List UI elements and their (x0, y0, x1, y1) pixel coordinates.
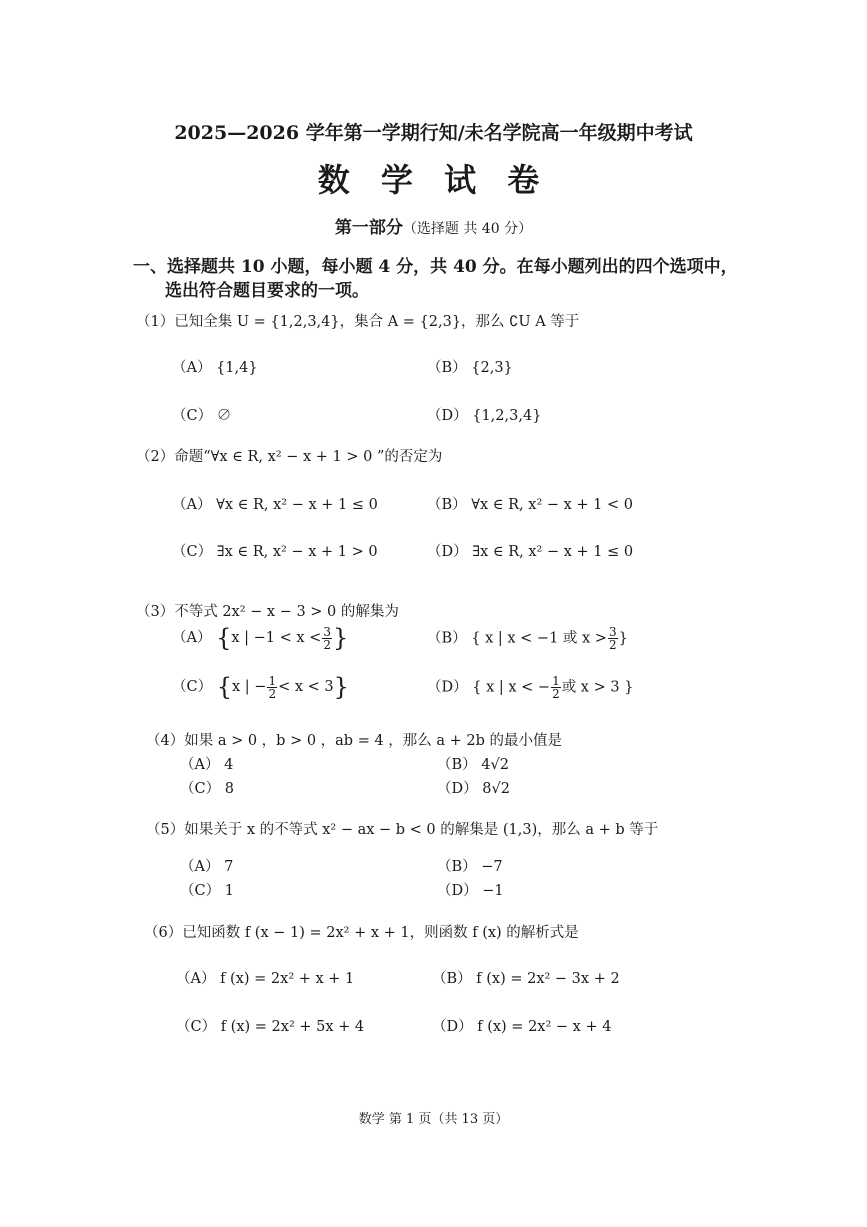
q3-option-a-fraction (322, 626, 332, 651)
q6-option-c: （C） f (x) = 2x² + 5x + 4 (176, 1019, 365, 1035)
q3-option-c (172, 673, 349, 701)
part-title: 第一部分 (334, 218, 403, 238)
q5-option-d: （D） −1 (437, 883, 504, 899)
q3-option-d-expr-tail: 或 x > 3 } (561, 679, 634, 696)
q5-option-a: （A） 7 (180, 859, 234, 875)
part-note: （选择题 共 40 分） (402, 221, 533, 237)
q4-option-a: （A） 4 (180, 757, 234, 773)
q3-option-a-expr: x | −1 < x < (231, 630, 322, 646)
q5-option-b: （B） −7 (437, 859, 503, 875)
left-brace: { (216, 624, 232, 652)
q3-option-d-fraction (551, 675, 561, 700)
q4-option-d: （D） 8√2 (437, 781, 510, 797)
page-footer: 数学 第 1 页（共 13 页） (358, 1112, 509, 1127)
q3-option-c-expr: x | − (232, 679, 267, 695)
left-brace: { (216, 673, 232, 701)
q3-option-c-fraction (267, 675, 277, 700)
q6-stem: （6）已知函数 f (x − 1) = 2x² + x + 1，则函数 f (x) 的解析式是 (144, 925, 579, 941)
q1-option-b: （B） {2,3} (427, 360, 513, 376)
fraction-denominator: 2 (552, 687, 560, 701)
q3-option-d-expr: { x | x < − (472, 679, 551, 696)
fraction-denominator: 2 (323, 637, 331, 652)
section-instructions-line2: 选出符合题目要求的一项。 (165, 281, 369, 301)
q3-option-d (427, 675, 633, 700)
q1-option-a: （A） {1,4} (172, 360, 258, 376)
section-instructions-line1: 一、选择题共 10 小题，每小题 4 分，共 40 分。在每小题列出的四个选项中， (133, 257, 738, 277)
q3-option-a-label: （A） (172, 630, 212, 646)
q3-option-b-label: （B） (427, 630, 467, 647)
q2-option-d: （D） ∃x ∈ R, x² − x + 1 ≤ 0 (427, 544, 634, 560)
q3-option-a (172, 624, 348, 652)
q1-stem: （1）已知全集 U = {1,2,3,4}，集合 A = {2,3}，那么 ∁U A 等于 (136, 314, 580, 330)
q3-option-c-label: （C） (172, 679, 213, 695)
q6-option-a: （A） f (x) = 2x² + x + 1 (176, 971, 355, 987)
q3-option-c-expr-tail: < x < 3 (278, 679, 334, 695)
q1-option-d: （D） {1,2,3,4} (427, 408, 542, 424)
fraction-numerator: 3 (608, 625, 617, 639)
q3-stem: （3）不等式 2x² − x − 3 > 0 的解集为 (136, 604, 399, 620)
q4-stem: （4）如果 a > 0 ，b > 0 ，ab = 4 ，那么 a + 2b 的最小值是 (146, 733, 563, 749)
right-brace: } (332, 624, 349, 652)
q2-option-a: （A） ∀x ∈ R, x² − x + 1 ≤ 0 (172, 497, 378, 513)
q3-option-b-expr: { x | x < −1 或 x > (471, 630, 607, 647)
q3-option-b-close: } (618, 630, 628, 647)
fraction-numerator: 1 (268, 673, 277, 688)
subject-title: 数 学 试 卷 (317, 161, 550, 199)
q2-option-c: （C） ∃x ∈ R, x² − x + 1 > 0 (172, 544, 378, 560)
fraction-denominator: 2 (268, 686, 277, 701)
q2-stem: （2）命题“∀x ∈ R, x² − x + 1 > 0 ”的否定为 (136, 449, 443, 465)
q4-option-c: （C） 8 (180, 781, 234, 797)
fraction-numerator: 1 (552, 674, 560, 688)
q3-option-d-label: （D） (427, 679, 468, 696)
right-brace: } (333, 673, 349, 701)
q6-option-b: （B） f (x) = 2x² − 3x + 2 (432, 971, 620, 987)
fraction-numerator: 3 (323, 624, 331, 639)
q4-option-b: （B） 4√2 (437, 757, 509, 773)
q1-option-c: （C） ∅ (172, 408, 232, 424)
q5-stem: （5）如果关于 x 的不等式 x² − ax − b < 0 的解集是 (1,3)，那么 a + b 等于 (146, 822, 659, 838)
q5-option-c: （C） 1 (180, 883, 234, 899)
fraction-denominator: 2 (608, 638, 617, 652)
q3-option-b-fraction (608, 626, 618, 651)
exam-title: 2025—2026 学年第一学期行知/未名学院高一年级期中考试 (174, 122, 693, 144)
q6-option-d: （D） f (x) = 2x² − x + 4 (432, 1019, 612, 1035)
q3-option-b (427, 626, 628, 651)
q2-option-b: （B） ∀x ∈ R, x² − x + 1 < 0 (427, 497, 634, 513)
part-heading (0, 213, 867, 238)
